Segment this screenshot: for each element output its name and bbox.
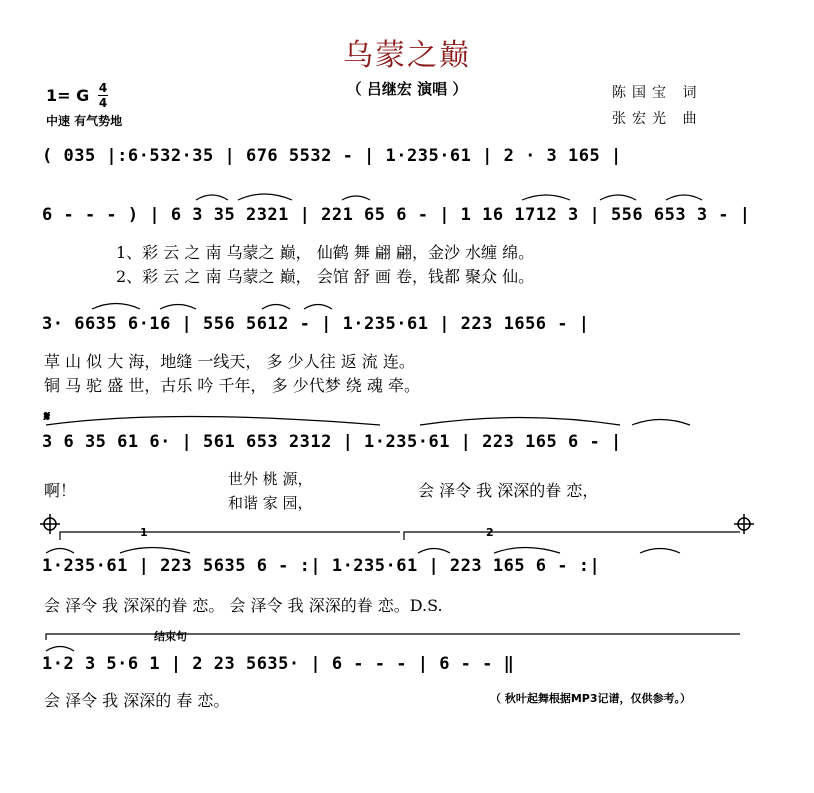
svg-text:𝄋: 𝄋 <box>44 409 51 425</box>
music-row-6: 1·2 3 5·6 1 | 2 23 5635· | 6 - - - | 6 - - ‖ <box>42 654 515 674</box>
ending-label: 结束句 <box>154 630 187 643</box>
slur <box>196 195 228 200</box>
key-signature: 1= G <box>46 86 90 105</box>
tempo-marking: 中速 有气势地 <box>46 114 123 128</box>
lyricist-credit: 陈国宝 词 <box>612 85 703 101</box>
music-row-4: 3 6 35 61 6· | 561 653 2312 | 1·235·61 | 223 165 6 - | <box>42 432 622 452</box>
slur <box>342 196 370 200</box>
music-row-5: 1·235·61 | 223 5635 6 - :| 1·235·61 | 223 165 6 - :| <box>42 556 601 576</box>
ending-bracket <box>46 634 740 640</box>
volta-2-bracket <box>404 532 740 540</box>
slur <box>120 548 190 554</box>
slur <box>494 548 560 554</box>
slur <box>600 195 636 200</box>
coda-icon-right <box>734 514 754 534</box>
lyric-row-3-verse-1: 草 山 似 大 海，地缝 一线天， 多 少人往 返 流 连。 <box>44 352 415 371</box>
coda-icon-left <box>40 514 60 534</box>
slur <box>160 305 196 310</box>
music-row-2: 6 - - - ) | 6 3 35 2321 | 221 65 6 - | 1 16 1712 3 | 556 653 3 - | <box>42 205 751 225</box>
slur <box>46 417 380 426</box>
lyric-row-4-b1: 世外 桃 源， <box>228 470 313 488</box>
slur <box>418 549 450 554</box>
transcription-note: （ 秋叶起舞根据MP3记谱，仅供参考。） <box>490 692 691 705</box>
lyric-row-6: 会 泽令 我 深深的 春 恋。 <box>44 691 230 710</box>
slur <box>46 647 74 652</box>
song-title: 乌蒙之巅 <box>343 38 471 73</box>
segno-icon <box>44 409 50 425</box>
lyric-row-5: 会 泽令 我 深深的眷 恋。 会 泽令 我 深深的眷 恋。D.S. <box>44 596 443 615</box>
slur <box>522 195 570 200</box>
lyric-row-2-verse-1: 1、彩 云 之 南 乌蒙之 巅， 仙鹤 舞 翩 翩，金沙 水缠 绵。 <box>116 243 535 262</box>
lyric-row-4-a: 啊！ <box>44 481 77 500</box>
lyric-row-2-verse-2: 2、彩 云 之 南 乌蒙之 巅， 会馆 舒 画 卷，钱都 聚众 仙。 <box>116 267 535 286</box>
slur <box>304 305 332 310</box>
lyric-row-3-verse-2: 铜 马 驼 盛 世，古乐 吟 千年， 多 少代梦 绕 魂 牵。 <box>44 376 420 395</box>
slur <box>420 418 620 426</box>
music-row-3: 3· 6635 6·16 | 556 5612 - | 1·235·61 | 223 1656 - | <box>42 314 590 334</box>
slur <box>262 305 290 310</box>
volta-1-bracket <box>60 532 400 540</box>
slur <box>640 549 680 554</box>
volta-1-label: 1 <box>140 526 148 539</box>
slur <box>666 195 702 200</box>
singer-credit: （ 吕继宏 演唱 ） <box>346 80 468 98</box>
lyric-row-4-b2: 和谐 家 园， <box>228 494 313 512</box>
lyric-row-4-c: 会 泽令 我 深深的眷 恋， <box>418 481 599 500</box>
slur <box>46 549 74 554</box>
slur <box>238 194 292 200</box>
composer-credit: 张宏光 曲 <box>612 111 703 127</box>
time-signature-bottom: 4 <box>98 96 108 110</box>
volta-2-label: 2 <box>486 526 494 539</box>
time-signature-top: 4 <box>98 81 108 95</box>
music-row-1: ( 035 |:6·532·35 | 676 5532 - | 1·235·61 | 2 · 3 165 | <box>42 146 622 166</box>
slur <box>92 304 140 310</box>
slur <box>632 420 690 426</box>
